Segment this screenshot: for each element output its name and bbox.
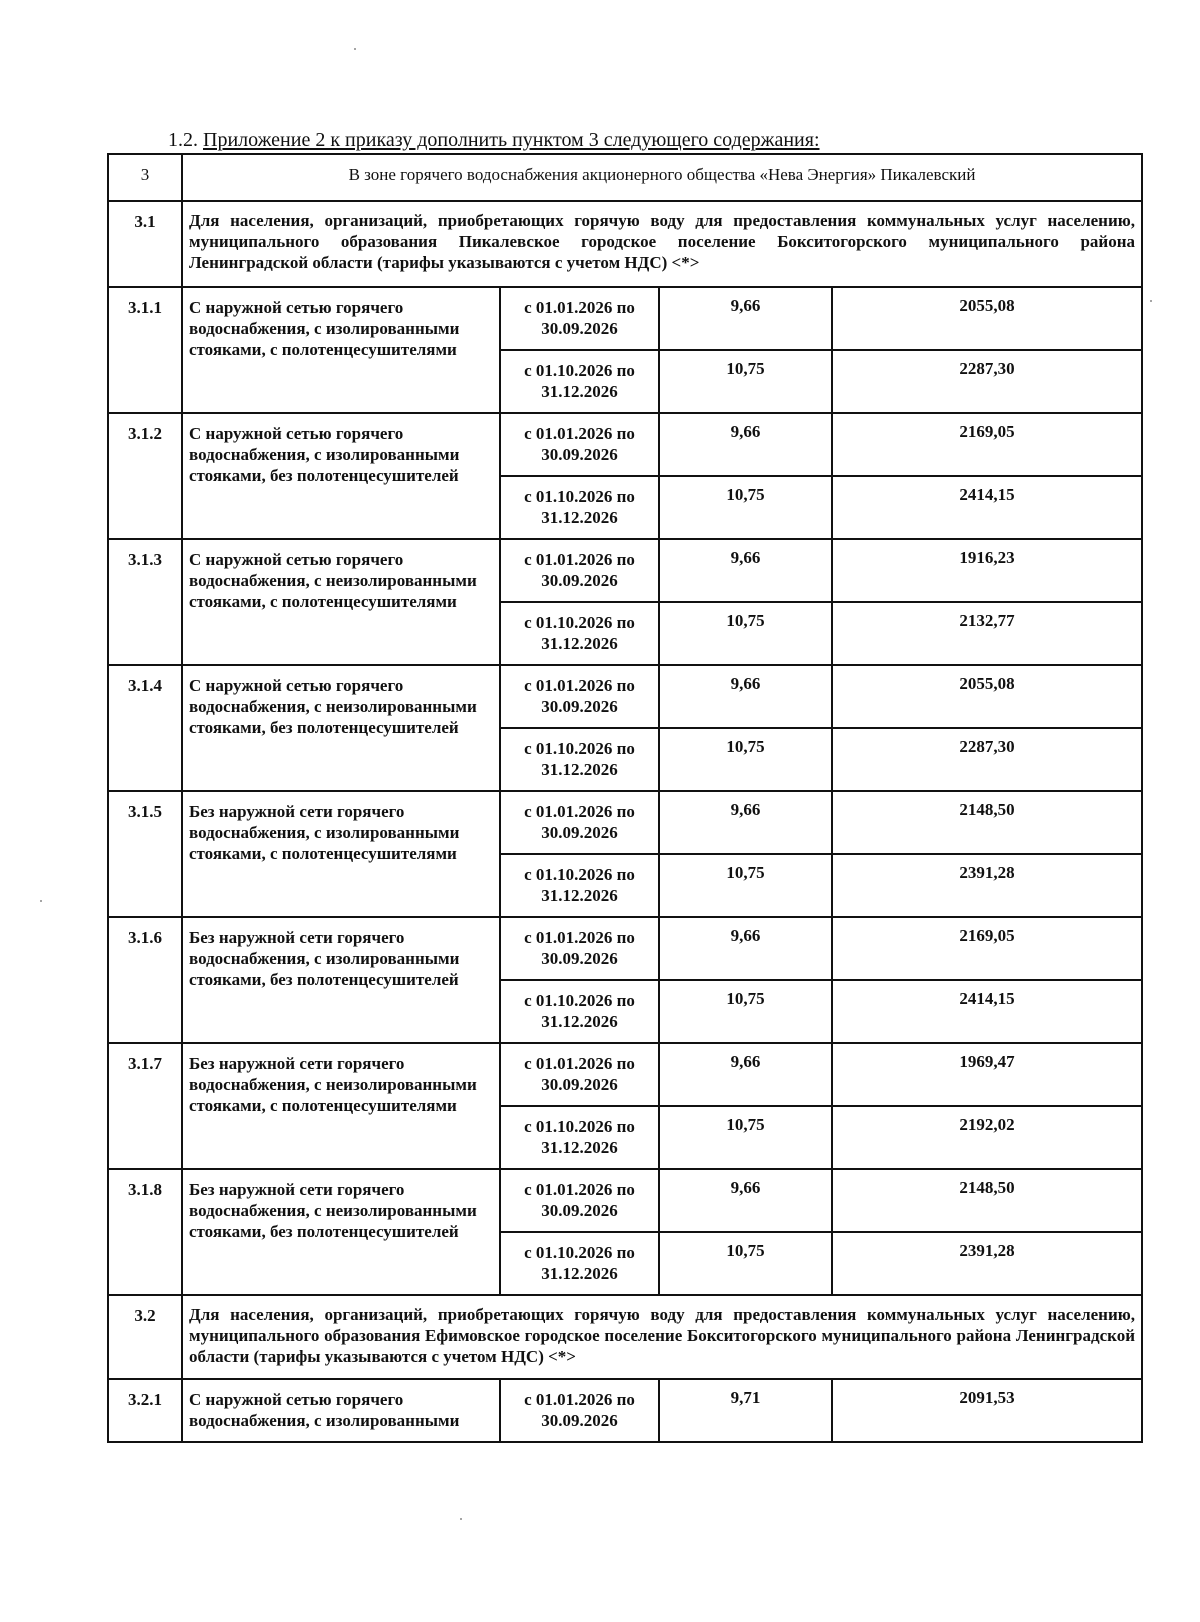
rate-component-2: 2391,28 <box>832 854 1142 917</box>
rate-component-1: 9,66 <box>659 1043 832 1106</box>
section-text-cell <box>182 1295 1142 1379</box>
item-description: С наружной сетью горячего водоснабжения, с изолированными стояками, без полотенцесушителей <box>182 413 500 539</box>
section-text-cell <box>182 201 1142 287</box>
item-number: 3.1.5 <box>108 791 182 917</box>
rate-component-1: 9,66 <box>659 287 832 350</box>
item-number: 3.1.3 <box>108 539 182 665</box>
zone-heading-row <box>108 154 1142 201</box>
tariff-period-row <box>108 665 1142 728</box>
rate-component-1: 10,75 <box>659 350 832 413</box>
period-dates: с 01.01.2026 по 30.09.2026 <box>500 1169 659 1232</box>
intro-text: Приложение 2 к приказу дополнить пунктом 3 следующего содержания: <box>203 129 820 151</box>
rate-component-2: 2414,15 <box>832 476 1142 539</box>
tariff-table <box>107 153 1143 1443</box>
item-number: 3.1.7 <box>108 1043 182 1169</box>
section-row <box>108 201 1142 287</box>
tariff-period-row <box>108 1043 1142 1106</box>
item-description: Без наружной сети горячего водоснабжения, с неизолированными стояками, без полотенцесушителей <box>182 1169 500 1295</box>
period-dates: с 01.10.2026 по 31.12.2026 <box>500 476 659 539</box>
item-description: Без наружной сети горячего водоснабжения, с изолированными стояками, без полотенцесушителей <box>182 917 500 1043</box>
item-description: Без наружной сети горячего водоснабжения, с изолированными стояками, с полотенцесушителями <box>182 791 500 917</box>
rate-component-1: 9,71 <box>659 1379 832 1442</box>
item-number: 3.1.4 <box>108 665 182 791</box>
rate-component-2: 2169,05 <box>832 413 1142 476</box>
period-dates: с 01.01.2026 по 30.09.2026 <box>500 413 659 476</box>
rate-component-1: 9,66 <box>659 665 832 728</box>
tariff-period-row <box>108 413 1142 476</box>
scan-speck <box>354 48 356 50</box>
tariff-period-row <box>108 539 1142 602</box>
rate-component-2: 2414,15 <box>832 980 1142 1043</box>
rate-component-2: 2055,08 <box>832 665 1142 728</box>
item-number: 3.2.1 <box>108 1379 182 1442</box>
rate-component-1: 10,75 <box>659 980 832 1043</box>
rate-component-1: 9,66 <box>659 539 832 602</box>
tariff-period-row <box>108 1379 1142 1442</box>
tariff-period-row <box>108 287 1142 350</box>
scan-speck <box>1150 300 1152 302</box>
period-dates: с 01.10.2026 по 31.12.2026 <box>500 854 659 917</box>
item-description: Без наружной сети горячего водоснабжения, с неизолированными стояками, с полотенцесушителями <box>182 1043 500 1169</box>
rate-component-2: 2148,50 <box>832 791 1142 854</box>
rate-component-1: 10,75 <box>659 476 832 539</box>
rate-component-1: 9,66 <box>659 1169 832 1232</box>
section-number: 3.1 <box>108 201 182 287</box>
period-dates: с 01.10.2026 по 31.12.2026 <box>500 1106 659 1169</box>
section-row <box>108 1295 1142 1379</box>
period-dates: с 01.01.2026 по 30.09.2026 <box>500 1379 659 1442</box>
period-dates: с 01.01.2026 по 30.09.2026 <box>500 287 659 350</box>
period-dates: с 01.01.2026 по 30.09.2026 <box>500 1043 659 1106</box>
period-dates: с 01.10.2026 по 31.12.2026 <box>500 602 659 665</box>
item-number: 3.1.1 <box>108 287 182 413</box>
rate-component-2: 2287,30 <box>832 350 1142 413</box>
rate-component-1: 9,66 <box>659 413 832 476</box>
zone-number: 3 <box>108 154 182 201</box>
section-text: Для населения, организаций, приобретающих горячую воду для предоставления коммунальных услуг населению, муниципального образования Ефимовское городское поселение Бокситогорского муниципального района Ленинградской области (тарифы указываются с учетом НДС) <*> <box>189 1305 1135 1366</box>
rate-component-1: 10,75 <box>659 854 832 917</box>
tariff-period-row <box>108 917 1142 980</box>
amendment-intro <box>168 128 820 152</box>
section-text: Для населения, организаций, приобретающих горячую воду для предоставления коммунальных услуг населению, муниципального образования Пикалевское городское поселение Бокситогорского муниципального района Ленинградской области (тарифы указываются с учетом НДС) <*> <box>189 211 1135 272</box>
rate-component-2: 2169,05 <box>832 917 1142 980</box>
rate-component-2: 2055,08 <box>832 287 1142 350</box>
period-dates: с 01.01.2026 по 30.09.2026 <box>500 665 659 728</box>
rate-component-1: 9,66 <box>659 917 832 980</box>
zone-title: В зоне горячего водоснабжения акционерного общества «Нева Энергия» Пикалевский <box>348 165 976 184</box>
tariff-period-row <box>108 1169 1142 1232</box>
rate-component-2: 1916,23 <box>832 539 1142 602</box>
rate-component-1: 10,75 <box>659 1106 832 1169</box>
item-number: 3.1.8 <box>108 1169 182 1295</box>
rate-component-2: 2132,77 <box>832 602 1142 665</box>
rate-component-2: 2287,30 <box>832 728 1142 791</box>
item-description: С наружной сетью горячего водоснабжения, с изолированными <box>182 1379 500 1442</box>
section-number: 3.2 <box>108 1295 182 1379</box>
item-number: 3.1.6 <box>108 917 182 1043</box>
item-description: С наружной сетью горячего водоснабжения, с неизолированными стояками, с полотенцесушителями <box>182 539 500 665</box>
rate-component-2: 2091,53 <box>832 1379 1142 1442</box>
rate-component-1: 10,75 <box>659 728 832 791</box>
scan-speck <box>460 1518 462 1520</box>
rate-component-2: 1969,47 <box>832 1043 1142 1106</box>
rate-component-2: 2148,50 <box>832 1169 1142 1232</box>
period-dates: с 01.01.2026 по 30.09.2026 <box>500 539 659 602</box>
period-dates: с 01.10.2026 по 31.12.2026 <box>500 1232 659 1295</box>
intro-prefix: 1.2. <box>168 129 203 151</box>
period-dates: с 01.10.2026 по 31.12.2026 <box>500 350 659 413</box>
tariff-period-row <box>108 791 1142 854</box>
period-dates: с 01.10.2026 по 31.12.2026 <box>500 728 659 791</box>
period-dates: с 01.01.2026 по 30.09.2026 <box>500 917 659 980</box>
zone-title-cell <box>182 154 1142 201</box>
rate-component-1: 10,75 <box>659 602 832 665</box>
rate-component-2: 2391,28 <box>832 1232 1142 1295</box>
rate-component-2: 2192,02 <box>832 1106 1142 1169</box>
scan-speck <box>40 900 42 902</box>
period-dates: с 01.01.2026 по 30.09.2026 <box>500 791 659 854</box>
item-description: С наружной сетью горячего водоснабжения, с изолированными стояками, с полотенцесушителями <box>182 287 500 413</box>
item-number: 3.1.2 <box>108 413 182 539</box>
rate-component-1: 9,66 <box>659 791 832 854</box>
period-dates: с 01.10.2026 по 31.12.2026 <box>500 980 659 1043</box>
rate-component-1: 10,75 <box>659 1232 832 1295</box>
item-description: С наружной сетью горячего водоснабжения, с неизолированными стояками, без полотенцесушителей <box>182 665 500 791</box>
